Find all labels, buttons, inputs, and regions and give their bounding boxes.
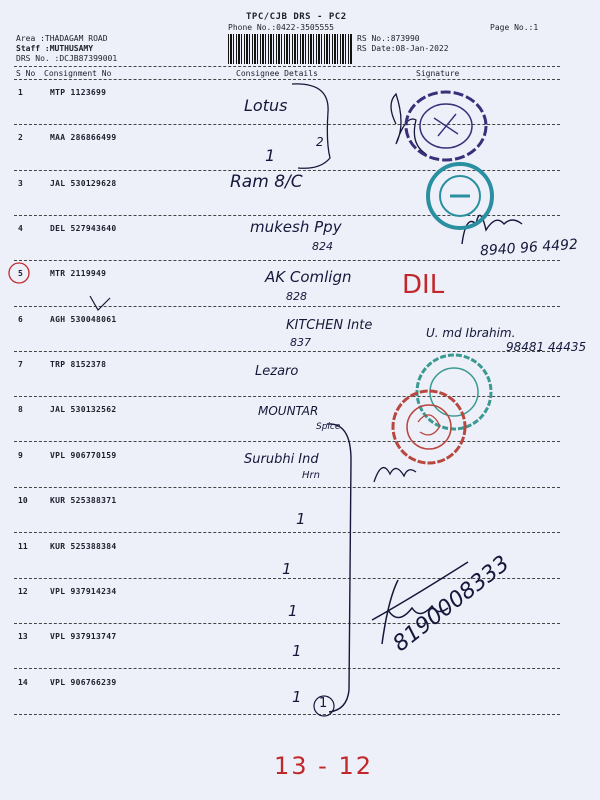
hw-row8-name: MOUNTAR: [258, 404, 319, 418]
drs-number: DRS No. :DCJB87399001: [16, 54, 118, 63]
stamp-teal: [424, 160, 496, 232]
hw-big-phone: 8190008333: [388, 551, 515, 657]
sno: 11: [18, 542, 28, 551]
sno: 3: [18, 179, 23, 188]
hw-row5-count: 828: [286, 290, 307, 303]
consignment-no: JAL 530132562: [50, 405, 117, 414]
sno: 14: [18, 678, 28, 687]
row-divider: [14, 714, 560, 715]
consignment-no: MAA 286866499: [50, 133, 117, 142]
row-divider: [14, 487, 560, 488]
consignment-no: VPL 906770159: [50, 451, 117, 460]
hw-row3-name: Ram 8/C: [230, 172, 303, 192]
row1-bracket: [290, 82, 340, 172]
consignment-no: MTR 2119949: [50, 269, 107, 278]
hw-row11-count: 1: [282, 560, 292, 578]
hw-bottom-count: 13 - 12: [274, 752, 373, 780]
stamp-red: [388, 386, 470, 468]
hw-row1-name: Lotus: [244, 96, 288, 115]
staff-label: Staff :: [16, 44, 50, 53]
sno: 2: [18, 133, 23, 142]
stamp-purple: [398, 88, 492, 168]
header-divider: [14, 66, 560, 67]
hw-row10-count: 1: [296, 510, 306, 528]
hw-row6-receiver: U. md Ibrahim.: [426, 326, 516, 340]
rs-date: RS Date:08-Jan-2022: [357, 44, 449, 53]
column-divider: [14, 79, 560, 80]
hw-row1-count: 1: [265, 146, 276, 165]
col-consignee: Consignee Details: [236, 69, 318, 78]
barcode: [228, 34, 352, 64]
hw-row9-name: Surubhi Ind: [244, 452, 319, 467]
hw-row4-name: mukesh Ppy: [250, 218, 342, 236]
row-divider: [14, 532, 560, 533]
hw-row1-count2: 2: [316, 135, 324, 149]
row-divider: [14, 668, 560, 669]
rows-9-14-bracket: [325, 420, 365, 720]
row-divider: [14, 623, 560, 624]
consignment-no: TRP 8152378: [50, 360, 107, 369]
hw-row6-name: KITCHEN Inte: [286, 318, 373, 333]
hw-row5-name: AK Comlign: [265, 268, 352, 286]
page-number: Page No.:1: [490, 23, 539, 32]
hw-circled-one: 1: [319, 696, 328, 711]
rs-number: RS No.:873990: [357, 34, 420, 43]
consignment-no: AGH 530048061: [50, 315, 117, 324]
staff-name: MUTHUSAMY: [49, 44, 94, 53]
row-divider: [14, 441, 560, 442]
hw-row6-count: 837: [290, 336, 311, 349]
consignment-no: KUR 525388371: [50, 496, 117, 505]
consignment-no: JAL 530129628: [50, 179, 117, 188]
hw-row14-count: 1: [292, 688, 302, 706]
hw-row6-phone: 98481 44435: [506, 340, 587, 354]
consignment-no: VPL 937913747: [50, 632, 117, 641]
sno: 10: [18, 496, 28, 505]
hw-row8-sub: Spice: [316, 422, 341, 432]
area-label: Area :THADAGAM ROAD: [16, 34, 108, 43]
row-divider: [14, 260, 560, 261]
sno: 7: [18, 360, 23, 369]
hw-row7-name: Lezaro: [255, 364, 299, 379]
row5-circle-mark: [8, 262, 30, 284]
hw-row4-count: 824: [312, 240, 333, 253]
hw-row5-signature: DIL: [402, 270, 445, 300]
sno: 13: [18, 632, 28, 641]
sno: 5: [18, 269, 23, 278]
sno: 1: [18, 88, 23, 97]
hw-row12-count: 1: [288, 602, 298, 620]
document-title: TPC/CJB DRS - PC2: [246, 12, 347, 22]
sno: 6: [18, 315, 23, 324]
hw-row9-sub: Hrn: [302, 470, 320, 481]
sno: 4: [18, 224, 23, 233]
consignment-no: VPL 937914234: [50, 587, 117, 596]
sno: 9: [18, 451, 23, 460]
col-sno: S No: [16, 69, 36, 78]
staff-line: [16, 44, 93, 54]
consignment-no: MTP 1123699: [50, 88, 107, 97]
col-signature: Signature: [416, 69, 460, 78]
consignment-no: VPL 906766239: [50, 678, 117, 687]
phone-number: Phone No.:0422-3505555: [228, 23, 334, 32]
row6-tick-mark: [86, 292, 116, 322]
consignment-no: KUR 525388384: [50, 542, 117, 551]
sno: 8: [18, 405, 23, 414]
consignment-no: DEL 527943640: [50, 224, 117, 233]
sno: 12: [18, 587, 28, 596]
hw-row13-count: 1: [292, 642, 302, 660]
hw-row4-phone: 8940 96 4492: [479, 236, 579, 260]
col-consignment: Consignment No: [44, 69, 112, 78]
